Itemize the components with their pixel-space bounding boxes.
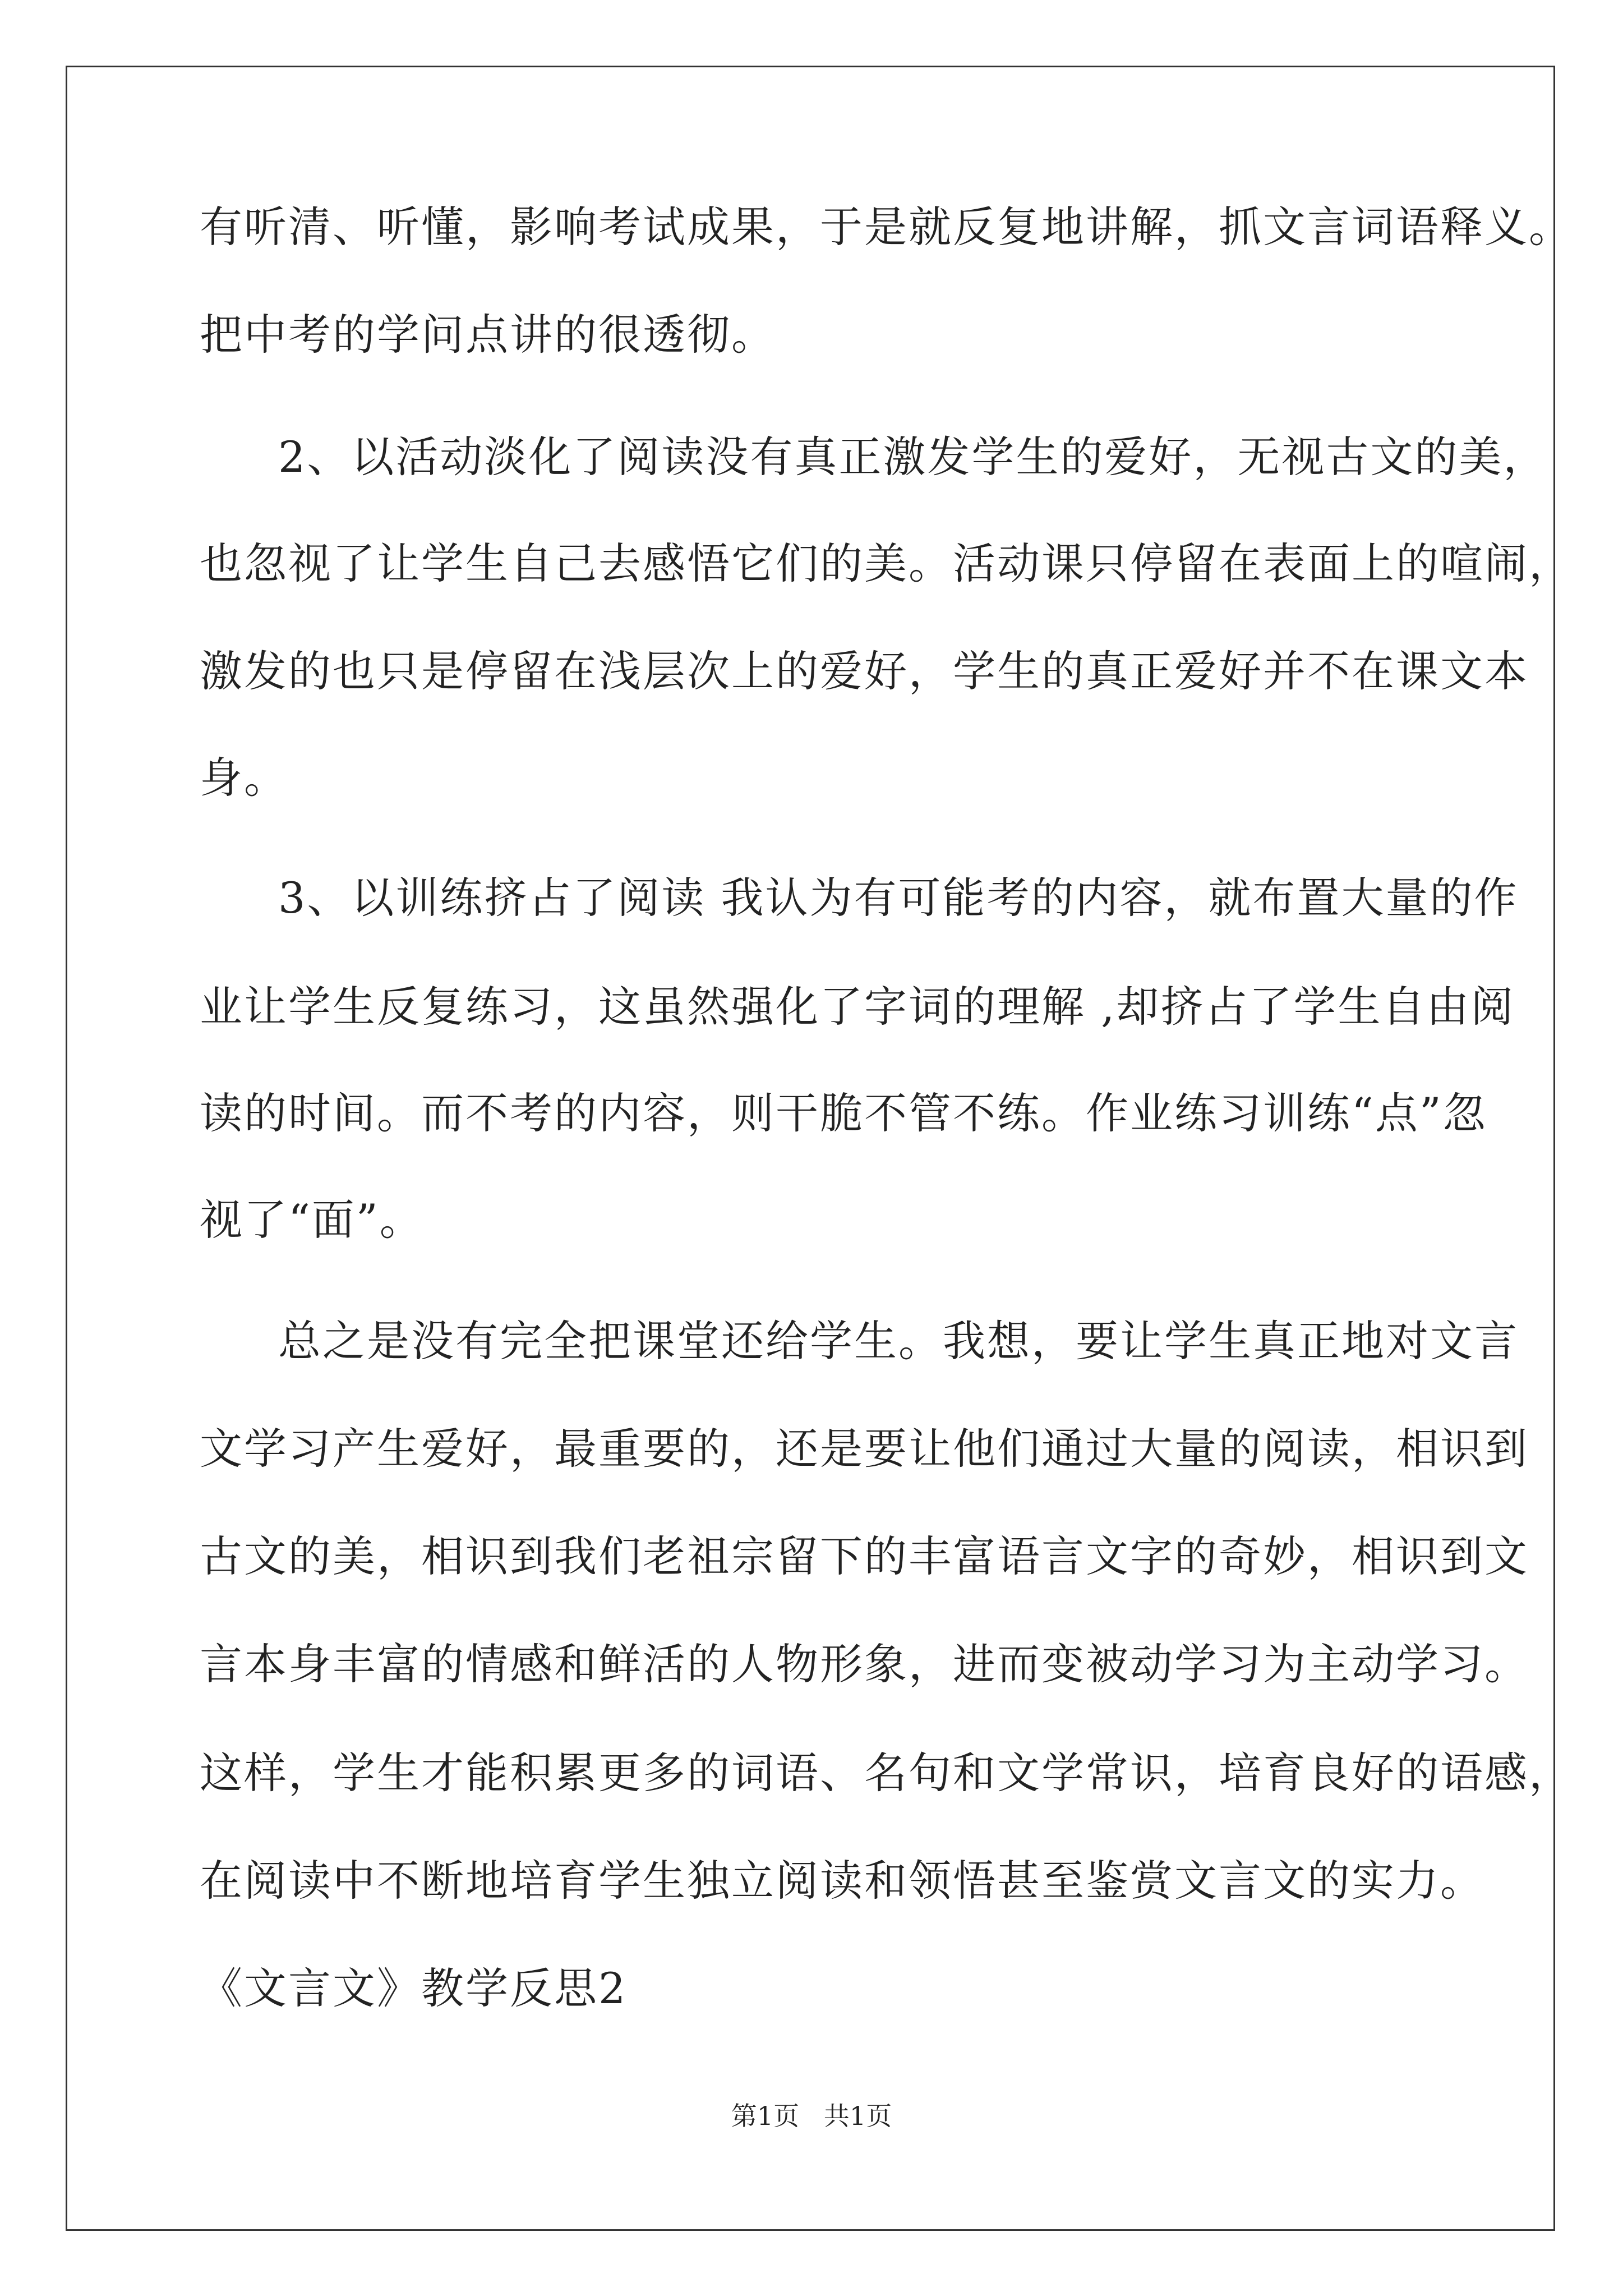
paragraph-line: 有听清、听懂，影响考试成果，于是就反复地讲解，抓文言词语释义。 bbox=[200, 202, 1573, 252]
paragraph-line: 把中考的学问点讲的很透彻。 bbox=[200, 310, 776, 360]
paragraph-line: 读的时间。而不考的内容，则干脆不管不练。作业练习训练“点”忽 bbox=[200, 1088, 1487, 1138]
paragraph-line: 视了“面”。 bbox=[200, 1195, 424, 1245]
paragraph-line: 在阅读中不断地培育学生独立阅读和领悟甚至鉴赏文言文的实力。 bbox=[200, 1856, 1484, 1906]
page-number-footer: 第1页 共1页 bbox=[731, 2101, 892, 2131]
paragraph-line: 总之是没有完全把课堂还给学生。我想，要让学生真正地对文言 bbox=[278, 1316, 1519, 1366]
section-heading: 《文言文》教学反思2 bbox=[200, 1963, 628, 2013]
paragraph-line: 3、以训练挤占了阅读 我认为有可能考的内容，就布置大量的作 bbox=[278, 873, 1519, 923]
paragraph-line: 激发的也只是停留在浅层次上的爱好，学生的真正爱好并不在课文本 bbox=[200, 646, 1529, 696]
paragraph-line: 这样，学生才能积累更多的词语、名句和文学常识，培育良好的语感， bbox=[200, 1748, 1573, 1798]
page-border bbox=[66, 66, 1555, 2231]
paragraph-line: 古文的美，相识到我们老祖宗留下的丰富语言文字的奇妙，相识到文 bbox=[200, 1531, 1529, 1581]
paragraph-line: 言本身丰富的情感和鲜活的人物形象，进而变被动学习为主动学习。 bbox=[200, 1639, 1529, 1689]
paragraph-line: 也忽视了让学生自己去感悟它们的美。活动课只停留在表面上的喧闹， bbox=[200, 539, 1573, 588]
paragraph-line: 文学习产生爱好，最重要的，还是要让他们通过大量的阅读，相识到 bbox=[200, 1424, 1529, 1474]
paragraph-line: 2、以活动淡化了阅读没有真正激发学生的爱好，无视古文的美， bbox=[278, 432, 1548, 482]
paragraph-line: 身。 bbox=[200, 753, 288, 803]
paragraph-line: 业让学生反复练习，这虽然强化了字词的理解 ,却挤占了学生自由阅 bbox=[200, 982, 1515, 1032]
